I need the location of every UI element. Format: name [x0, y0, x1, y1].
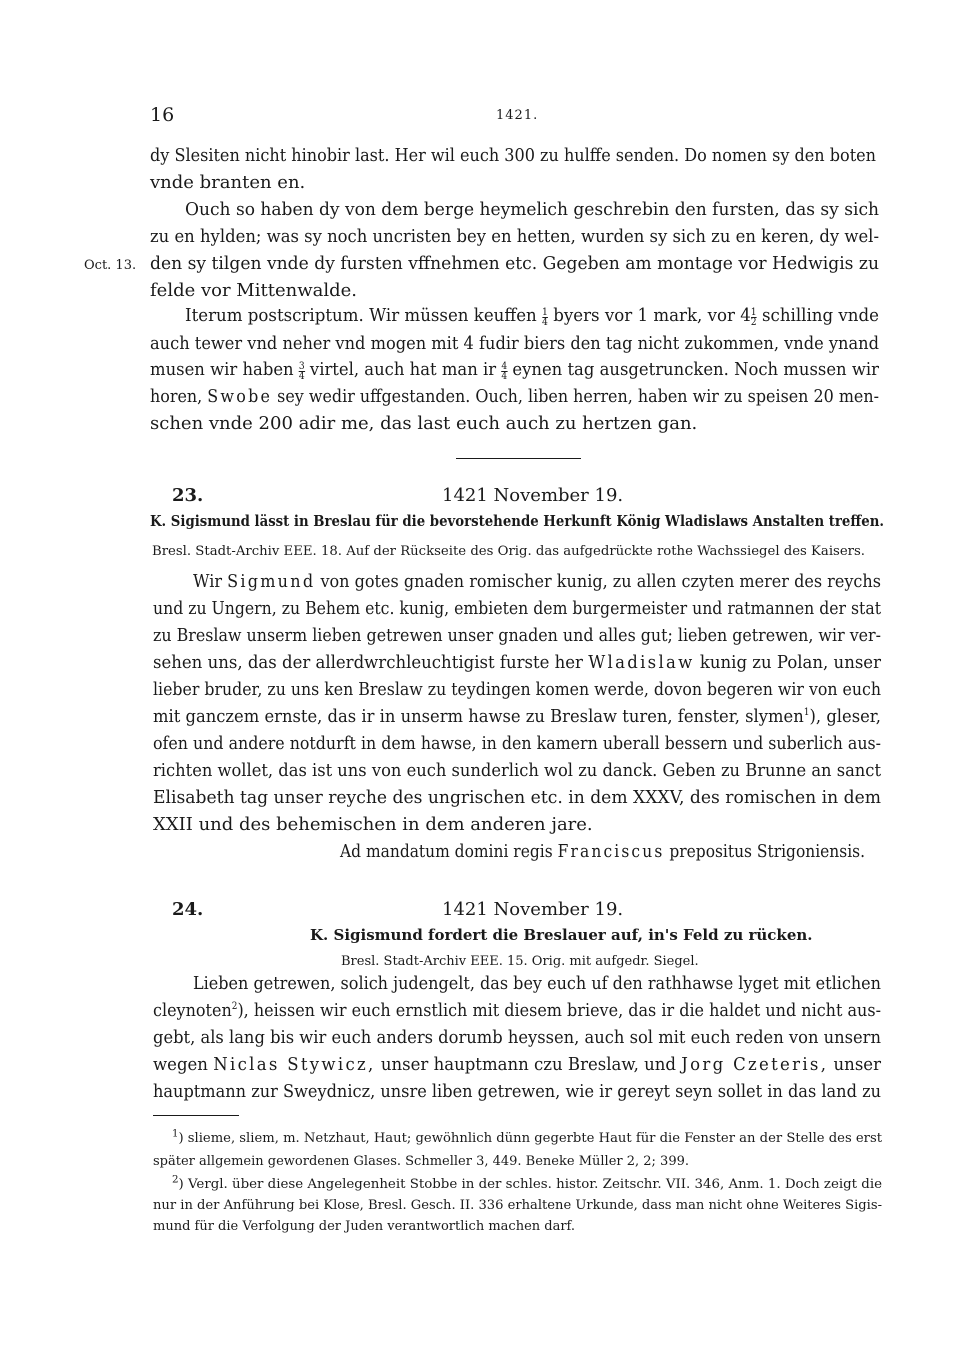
text-line: Ouch so haben dy von dem berge heymelich geschrebin den fursten, das sy sich	[185, 199, 879, 220]
fraction: $\frac{1}{2}$	[750, 307, 757, 328]
footnote-divider	[153, 1115, 239, 1116]
text-line: hauptmann zur Sweydnicz, unsre liben getrewen, wie ir gereyt seyn sollet in das land zu	[153, 1081, 881, 1102]
person-name: Niclas Stywicz,	[213, 1054, 376, 1075]
footnote-mark: 2	[172, 1174, 179, 1186]
fraction: $\frac{4}{4}$	[501, 361, 508, 382]
text-line: lieber bruder, zu uns ken Breslaw zu teydingen komen werde, dovon begeren wir von euch	[153, 679, 881, 700]
person-name: Jorg Czeteris,	[681, 1054, 829, 1075]
text-line: Lieben getrewen, solich judengelt, das bey euch uf den rathhawse lyget mit etlichen	[193, 973, 881, 994]
document-number: 23.	[172, 485, 204, 506]
text-line: XXII und des behemischen in dem anderen jare.	[153, 814, 593, 835]
person-name: Franciscus	[557, 841, 665, 862]
text-line: dy Slesiten nicht hinobir last. Her wil euch 300 zu hulffe senden. Do nomen sy den boten	[150, 145, 876, 166]
footnote-line: nur in der Anführung bei Klose, Bresl. Gesch. II. 336 erhaltene Urkunde, dass man nicht ohne Weiteres Sigis-	[153, 1198, 882, 1213]
footnote-mark: 1	[172, 1128, 179, 1140]
postscript-line: horen, Swobe sey wedir uffgestanden. Ouch, liben herren, haben wir zu speisen 20 men-	[150, 386, 879, 407]
text-line: felde vor Mittenwalde.	[150, 280, 357, 301]
text-line: vnde branten en.	[150, 172, 306, 193]
person-name: Swobe	[207, 386, 273, 407]
page-number: 16	[150, 104, 175, 126]
text-line: gebt, als lang bis wir euch anders dorumb heyssen, auch sol mit euch reden von unsern	[153, 1027, 881, 1048]
text-line: zu Breslaw unserm lieben getrewen unser gnaden und alles gut; lieben getrewen, wir ver-	[153, 625, 881, 646]
running-year: 1421.	[496, 108, 539, 123]
footnote-line: mund für die Verfolgung der Juden verantwortlich machen darf.	[153, 1219, 576, 1234]
text-line: den sy tilgen vnde dy fursten vffnehmen etc. Gegeben am montage vor Hedwigis zu	[150, 253, 879, 274]
section-divider	[456, 458, 581, 459]
postscript-line: Iterum postscriptum. Wir müssen keuffen $\frac{1}{4}$ byers vor 1 mark, vor 4 $\frac{1}{2}$ schilling vnde	[185, 305, 879, 328]
signature-line: Ad mandatum domini regis Franciscus prepositus Strigoniensis.	[340, 841, 865, 862]
text-line: Elisabeth tag unser reyche des ungrischen etc. in dem XXXV, des romischen in dem	[153, 787, 881, 808]
archive-source: Bresl. Stadt-Archiv EEE. 18. Auf der Rückseite des Orig. das aufgedrückte rothe Wachssiegel des Kaisers.	[152, 544, 865, 559]
archive-source: Bresl. Stadt-Archiv EEE. 15. Orig. mit aufgedr. Siegel.	[341, 954, 699, 969]
margin-date: Oct. 13.	[84, 258, 137, 273]
fraction: $\frac{3}{4}$	[298, 361, 305, 382]
document-title: K. Sigismund fordert die Breslauer auf, in's Feld zu rücken.	[310, 926, 813, 944]
document-title: K. Sigismund lässt in Breslau für die bevorstehende Herkunft König Wladislaws Anstalten treffen.	[150, 512, 884, 530]
text-line: ofen und andere notdurft in dem hawse, in den kamern uberall bessern und suberlich aus-	[153, 733, 881, 754]
document-number: 24.	[172, 899, 204, 920]
document-date: 1421 November 19.	[442, 485, 624, 506]
postscript-line: auch tewer vnd neher vnd mogen mit 4 fudir biers den tag nicht zukommen, vnde ynand	[150, 333, 879, 354]
fraction: $\frac{1}{4}$	[542, 307, 548, 328]
postscript-line: schen vnde 200 adir me, das last euch auch zu hertzen gan.	[150, 413, 698, 434]
text-line: mit ganczem ernste, das ir in unserm hawse zu Breslaw turen, fenster, slymen$^1$), gleser,	[153, 706, 881, 727]
footnote-ref: 1	[803, 707, 810, 718]
footnote-line: später allgemein gewordenen Glases. Schmeller 3, 449. Beneke Müller 2, 2; 399.	[153, 1154, 690, 1169]
person-name: Wladislaw	[588, 652, 695, 673]
text-line: wegen Niclas Stywicz, unser hauptmann czu Breslaw, und Jorg Czeteris, unser	[153, 1054, 881, 1075]
footnote-line: $^1$) slieme, sliem, m. Netzhaut, Haut; gewöhnlich dünn gegerbte Haut für die Fenster an der Stelle des erst	[172, 1128, 883, 1146]
footnote-ref: 2	[231, 1001, 238, 1012]
text-line: Wir Sigmund von gotes gnaden romischer kunig, zu allen czyten merer des reychs	[193, 571, 881, 592]
footnote-line: $^2$) Vergl. über diese Angelegenheit Stobbe in der schles. histor. Zeitschr. VII. 346, Anm. 1. Doch zeigt die	[172, 1174, 882, 1192]
text-line: zu en hylden; was sy noch uncristen bey en hetten, wurden sy sich zu en keren, dy wel-	[150, 226, 879, 247]
text-line: und zu Ungern, zu Behem etc. kunig, embieten dem burgermeister und ratmannen der stat	[153, 598, 881, 619]
document-date: 1421 November 19.	[442, 899, 624, 920]
postscript-line: musen wir haben $\frac{3}{4}$ virtel, auch hat man ir $\frac{4}{4}$ eynen tag ausgetruncken. Noch mussen wir	[150, 359, 879, 382]
text-line: sehen uns, das der allerdwrchleuchtigist furste her Wladislaw kunig zu Polan, unser	[153, 652, 881, 673]
text-line: cleynoten$^2$), heissen wir euch ernstlich mit diesem brieve, das ir die haldet und nicht aus-	[153, 1000, 882, 1021]
text-line: richten wollet, das ist uns von euch sunderlich wol zu danck. Geben zu Brunne an sanct	[153, 760, 881, 781]
person-name: Sigmund	[227, 571, 316, 592]
